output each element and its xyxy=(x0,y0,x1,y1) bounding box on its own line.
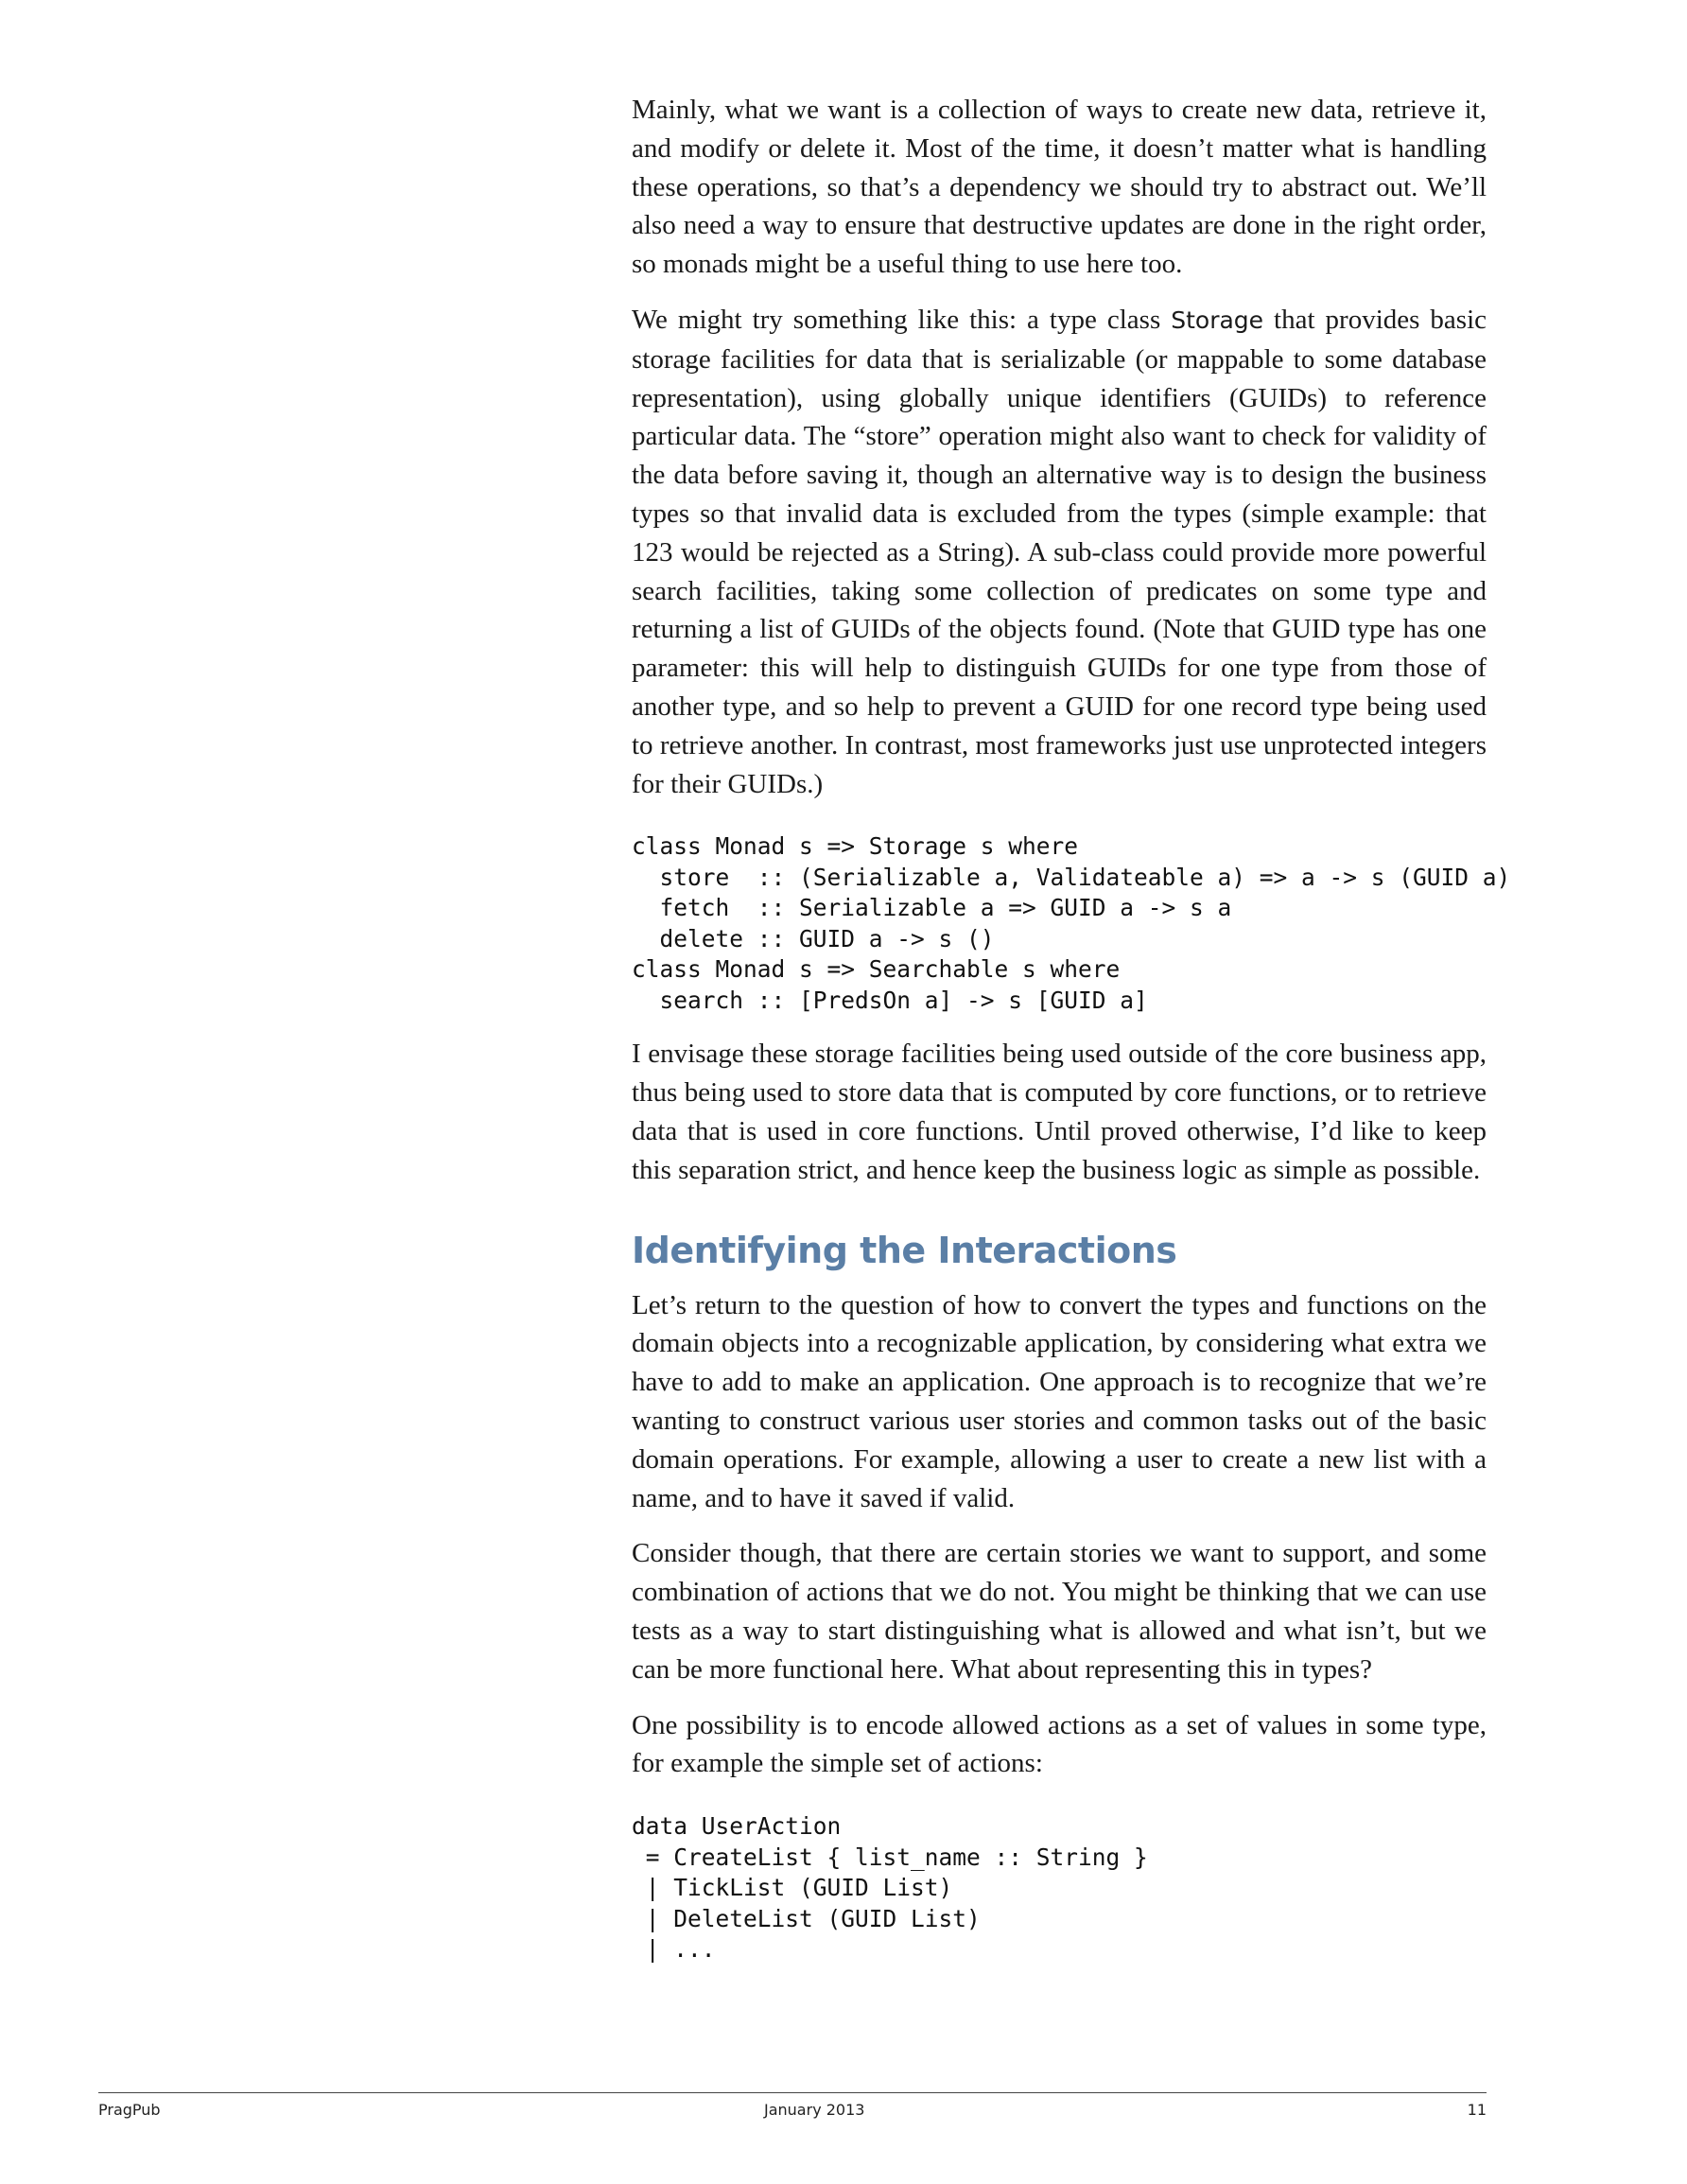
inline-code-storage: Storage xyxy=(1171,306,1264,334)
code-block-storage-class: class Monad s => Storage s where store :: (Serializable a, Validateable a) => a -> s (GUID a) fetch :: Serializable a => GUID a -> s a delete :: GUID a -> s () class Monad s => Searchable s where search :: [PredsOn a] -> s [GUID a] xyxy=(632,832,1511,1014)
paragraph-interactions: Let’s return to the question of how to convert the types and functions on the domain objects into a recognizable application, by considering what extra we have to add to make an application. One approach is to recognize that we’re wanting to construct various user stories and common tasks out of the basic domain operations. For example, allowing a user to create a new list with a name, and to have it saved if valid. xyxy=(632,1289,1487,1513)
paragraph-envisage: I envisage these storage facilities being used outside of the core business app, thus being used to store data that is computed by core functions, or to retrieve data that is used in core functions. Until proved otherwise, I’d like to keep this separation strict, and hence keep the business logic as simple as possible. xyxy=(632,1039,1487,1185)
article-body xyxy=(632,91,1511,1984)
paragraph-intro: Mainly, what we want is a collection of ways to create new data, retrieve it, and modify or delete it. Most of the time, it doesn’t matter what is handling these operations, so that’s a dependency we should try to abstract out. We’ll also need a way to ensure that destructive updates are done in the right order, so monads might be a useful thing to use here too. xyxy=(632,95,1487,280)
section-heading: Identifying the Interactions xyxy=(632,1229,1177,1271)
footer-date: January 2013 xyxy=(764,2101,865,2119)
footer-page-number: 11 xyxy=(1467,2101,1487,2119)
paragraph-storage-text-start: We might try something like this: a type class xyxy=(632,304,1172,335)
page-footer xyxy=(98,2092,1487,2119)
paragraph-stories: Consider though, that there are certain stories we want to support, and some combination of actions that we do not. You might be thinking that we can use tests as a way to start distinguishing what is allowed and what isn’t, but we can be more functional here. What about representing this in types? xyxy=(632,1538,1487,1685)
paragraph-possibility: One possibility is to encode allowed actions as a set of values in some type, for example the simple set of actions: xyxy=(632,1709,1487,1779)
paragraph-storage-text-end: that provides basic storage facilities for data that is serializable (or mappable to some database representation), using globally unique identifiers (GUIDs) to reference particular data. The “store” operation might also want to check for validity of the data before saving it, though an alternative way is to design the business types so that invalid data is excluded from the types (simple example: that 123 would be rejected as a String). A sub-class could provide more powerful search facilities, taking some collection of predicates on some type and returning a list of GUIDs of the objects found. (Note that GUID type has one parameter: this will help to distinguish GUIDs for one type from those of another type, and so help to prevent a GUID for one record type being used to retrieve another. In contrast, most frameworks just use unprotected integers for their GUIDs.) xyxy=(632,304,1487,799)
paragraph-storage xyxy=(632,301,1487,803)
code-block-user-action: data UserAction = CreateList { list_name :: String } | TickList (GUID List) | DeleteList (GUID List) | ... xyxy=(632,1812,1148,1964)
footer-publication: PragPub xyxy=(98,2101,161,2119)
